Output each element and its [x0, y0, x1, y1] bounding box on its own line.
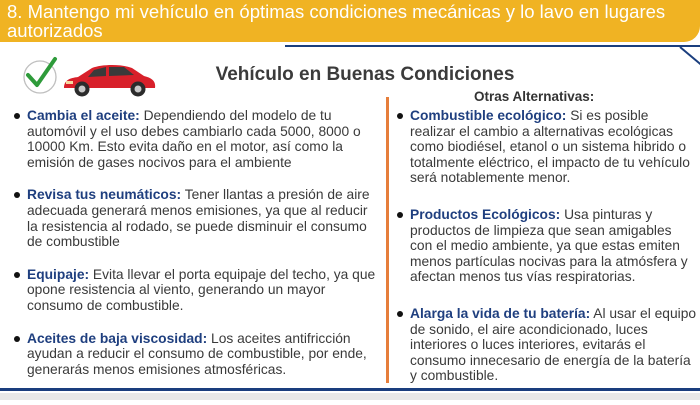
bullet-icon [14, 272, 20, 278]
item-text: Si es posible realizar el cambio a alternativas ecológicas como biodiésel, etanol o un sistema hibrido o totalmente eléctrico, el impacto de tu vehículo será notablemente menor. [410, 108, 690, 186]
list-item [397, 306, 697, 384]
column-divider [386, 97, 389, 383]
bullet-icon [397, 311, 403, 317]
footer-rule [0, 388, 700, 391]
item-heading: Revisa tus neumáticos: [27, 187, 182, 203]
bullet-icon [14, 336, 20, 342]
banner-title: 8. Mantengo mi vehículo en óptimas condiciones mecánicas y lo lavo en lugares autorizados [7, 1, 666, 41]
item-heading: Alarga la vida de tu batería: [410, 305, 591, 321]
item-text: Los aceites antifricción ayudan a reducir el consumo de combustible, por ende, generarás menos emisiones atmosféricas. [27, 330, 367, 377]
page-title: Vehículo en Buenas Condiciones [215, 64, 515, 85]
alternatives-list [397, 108, 697, 405]
header-rule [285, 45, 700, 47]
header-rule-corner [679, 46, 700, 67]
item-heading: Aceites de baja viscosidad: [27, 330, 208, 346]
item-heading: Cambia el aceite: [27, 108, 140, 123]
list-item [397, 207, 697, 285]
checkmark-icon [24, 59, 56, 93]
header-banner [0, 0, 700, 42]
list-item [14, 187, 376, 249]
bullet-icon [14, 192, 20, 198]
item-heading: Productos Ecológicos: [410, 206, 561, 222]
item-text: Usa pinturas y productos de limpieza que sean amigables con el medio ambiente, ya que estas emiten menos partículas nocivas para la atmósfera y afectan menos tus vías respiratorias. [410, 206, 688, 285]
item-heading: Equipaje: [27, 266, 90, 282]
item-heading: Combustible ecológico: [410, 108, 567, 123]
item-text: Dependiendo del modelo de tu automóvil y el uso debes cambiarlo cada 5000, 8000 o 10000 Km. Esto evita daño en el motor, así como la emisión de gases nocivos para el ambiente [27, 108, 361, 170]
list-item [397, 108, 697, 186]
list-item [14, 108, 376, 170]
list-item [14, 267, 376, 314]
item-text: Evita llevar el porta equipaje del techo, ya que opone resistencia al viento, generando un mayor consumo de combustible. [27, 266, 376, 313]
list-item [14, 331, 376, 378]
item-text: Tener llantas a presión de aire adecuada generará menos emisiones, ya que al reducir la resistencia al rodado, se puede disminuir el consumo de combustible [27, 187, 370, 250]
tips-list [14, 108, 376, 394]
alternatives-subtitle: Otras Alternativas: [474, 89, 595, 104]
footer-bar [0, 393, 700, 400]
item-text: Al usar el equipo de sonido, el aire acondicionado, luces interiores o luces interiores, evitarás el consumo innecesario de energía de la batería y combustible. [410, 305, 697, 384]
bullet-icon [397, 113, 403, 119]
red-car-icon [64, 65, 155, 97]
hero-illustration [14, 54, 164, 102]
bullet-icon [397, 212, 403, 218]
bullet-icon [14, 113, 20, 119]
